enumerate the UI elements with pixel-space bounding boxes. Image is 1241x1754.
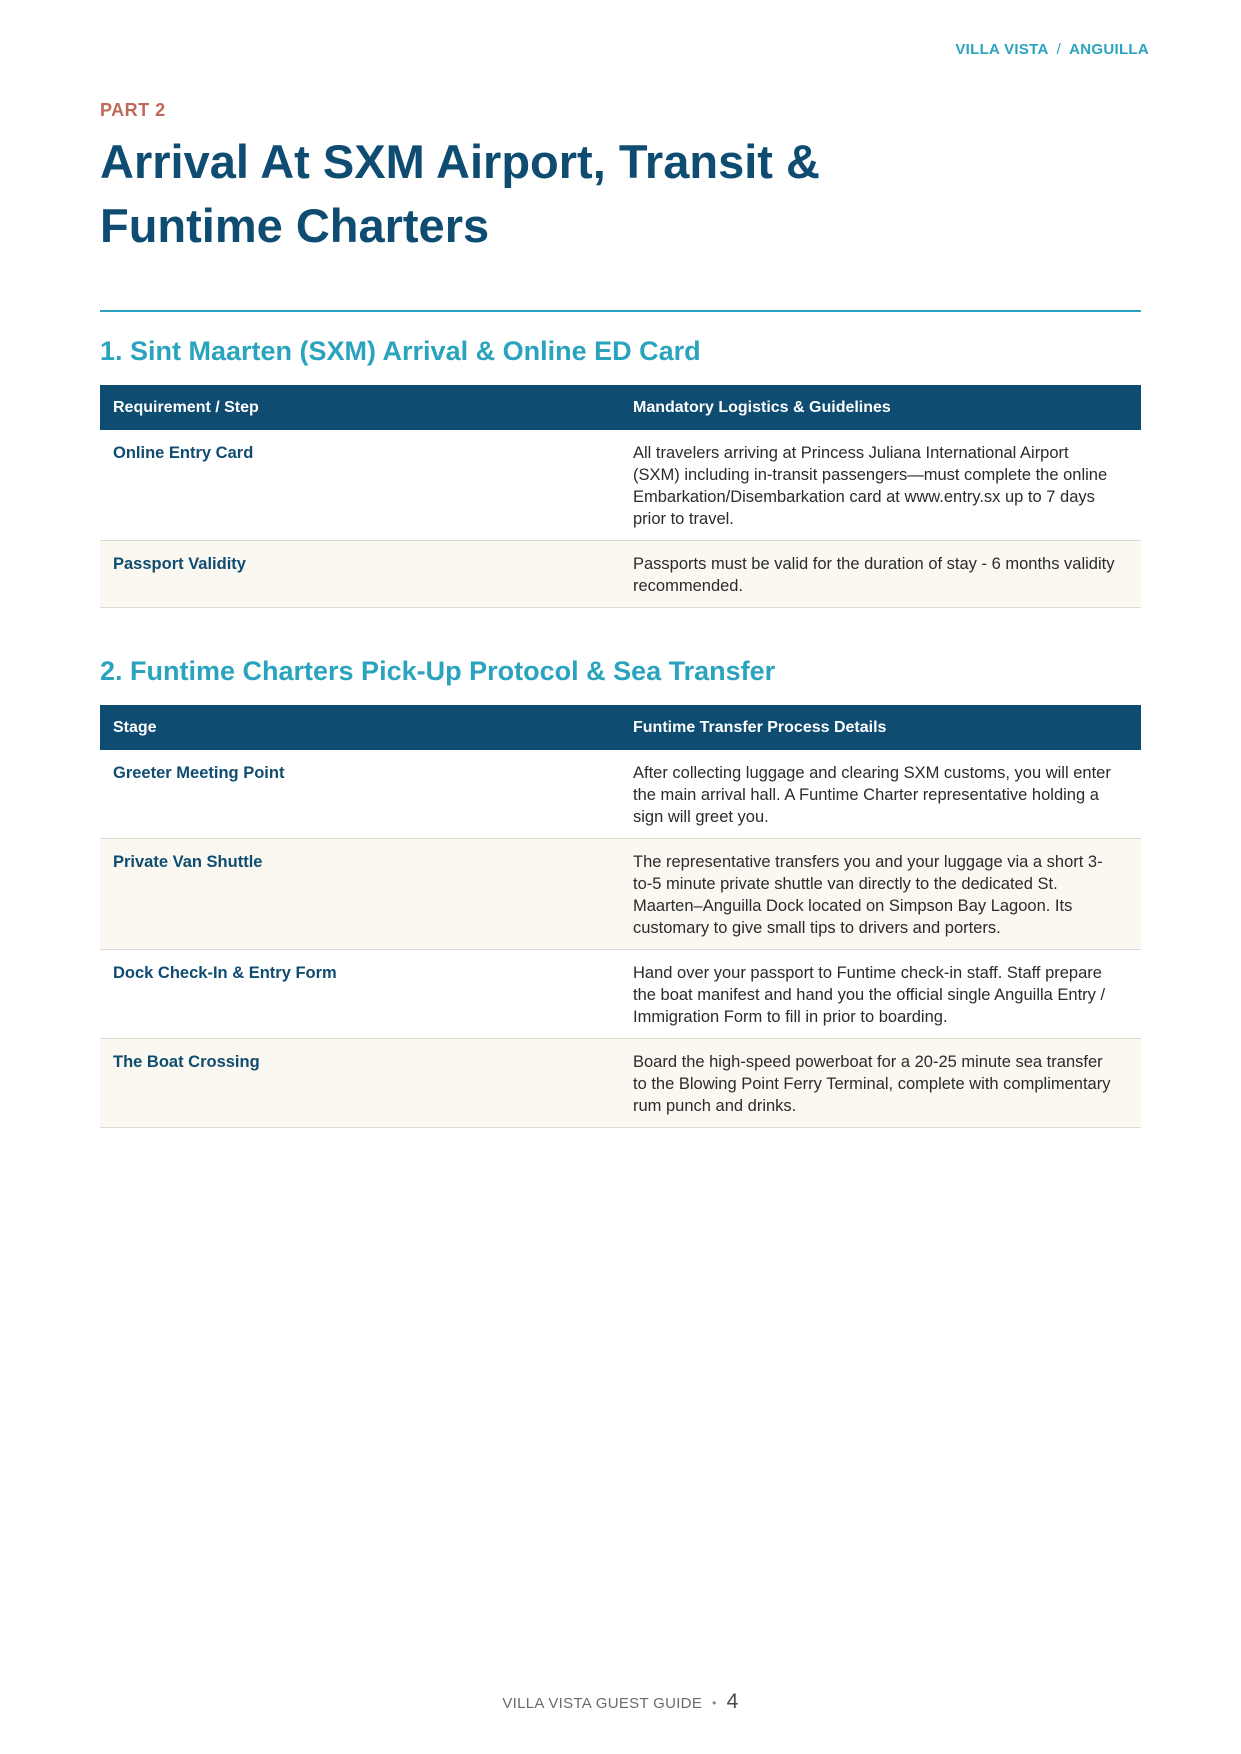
table-row xyxy=(100,839,1141,950)
sxm-arrival-table xyxy=(100,385,1141,608)
row-detail: Hand over your passport to Funtime check-in staff. Staff prepare the boat manifest and hand you the official single Anguilla Entry / Immigration Form to fill in prior to boarding. xyxy=(620,950,1141,1039)
page-footer xyxy=(0,1690,1241,1714)
column-header-guidelines: Mandatory Logistics & Guidelines xyxy=(620,385,1141,430)
row-label: Dock Check-In & Entry Form xyxy=(100,950,620,1039)
table-row xyxy=(100,541,1141,608)
header-location: ANGUILLA xyxy=(1069,41,1149,58)
footer-guide-name: VILLA VISTA GUEST GUIDE xyxy=(502,1695,703,1712)
table-row xyxy=(100,430,1141,541)
row-label: Greeter Meeting Point xyxy=(100,750,620,839)
row-detail: After collecting luggage and clearing SXM customs, you will enter the main arrival hall. A Funtime Charter representative holding a sign will greet you. xyxy=(620,750,1141,839)
page-number: 4 xyxy=(726,1690,739,1713)
running-header xyxy=(955,41,1149,58)
table-row xyxy=(100,1039,1141,1128)
section-title-sxm-arrival: 1. Sint Maarten (SXM) Arrival & Online ED Card xyxy=(100,336,701,366)
row-detail: Board the high-speed powerboat for a 20-25 minute sea transfer to the Blowing Point Ferry Terminal, complete with complimentary rum punch and drinks. xyxy=(620,1039,1141,1128)
funtime-transfer-table xyxy=(100,705,1141,1128)
row-label: Private Van Shuttle xyxy=(100,839,620,950)
table-row xyxy=(100,750,1141,839)
column-header-stage: Stage xyxy=(100,705,620,750)
header-brand: VILLA VISTA xyxy=(955,41,1049,58)
table-header-row xyxy=(100,385,1141,430)
row-label: Online Entry Card xyxy=(100,430,620,541)
table-row xyxy=(100,950,1141,1039)
title-divider xyxy=(100,310,1141,312)
column-header-process-details: Funtime Transfer Process Details xyxy=(620,705,1141,750)
row-label: Passport Validity xyxy=(100,541,620,608)
row-detail: The representative transfers you and your luggage via a short 3-to-5 minute private shuttle van directly to the dedicated St. Maarten–Anguilla Dock located on Simpson Bay Lagoon. Its customary to give small tips to drivers and porters. xyxy=(620,839,1141,950)
table-header-row xyxy=(100,705,1141,750)
column-header-requirement: Requirement / Step xyxy=(100,385,620,430)
row-detail: Passports must be valid for the duration of stay - 6 months validity recommended. xyxy=(620,541,1141,608)
part-label: PART 2 xyxy=(100,100,166,120)
page-title: Arrival At SXM Airport, Transit & Funtime Charters xyxy=(100,135,820,252)
footer-bullet: • xyxy=(712,1696,717,1710)
row-label: The Boat Crossing xyxy=(100,1039,620,1128)
row-detail: All travelers arriving at Princess Juliana International Airport (SXM) including in-transit passengers—must complete the online Embarkation/Disembarkation card at www.entry.sx up to 7 days prior to travel. xyxy=(620,430,1141,541)
header-separator: / xyxy=(1056,41,1062,58)
section-title-funtime-transfer: 2. Funtime Charters Pick-Up Protocol & Sea Transfer xyxy=(100,656,776,686)
